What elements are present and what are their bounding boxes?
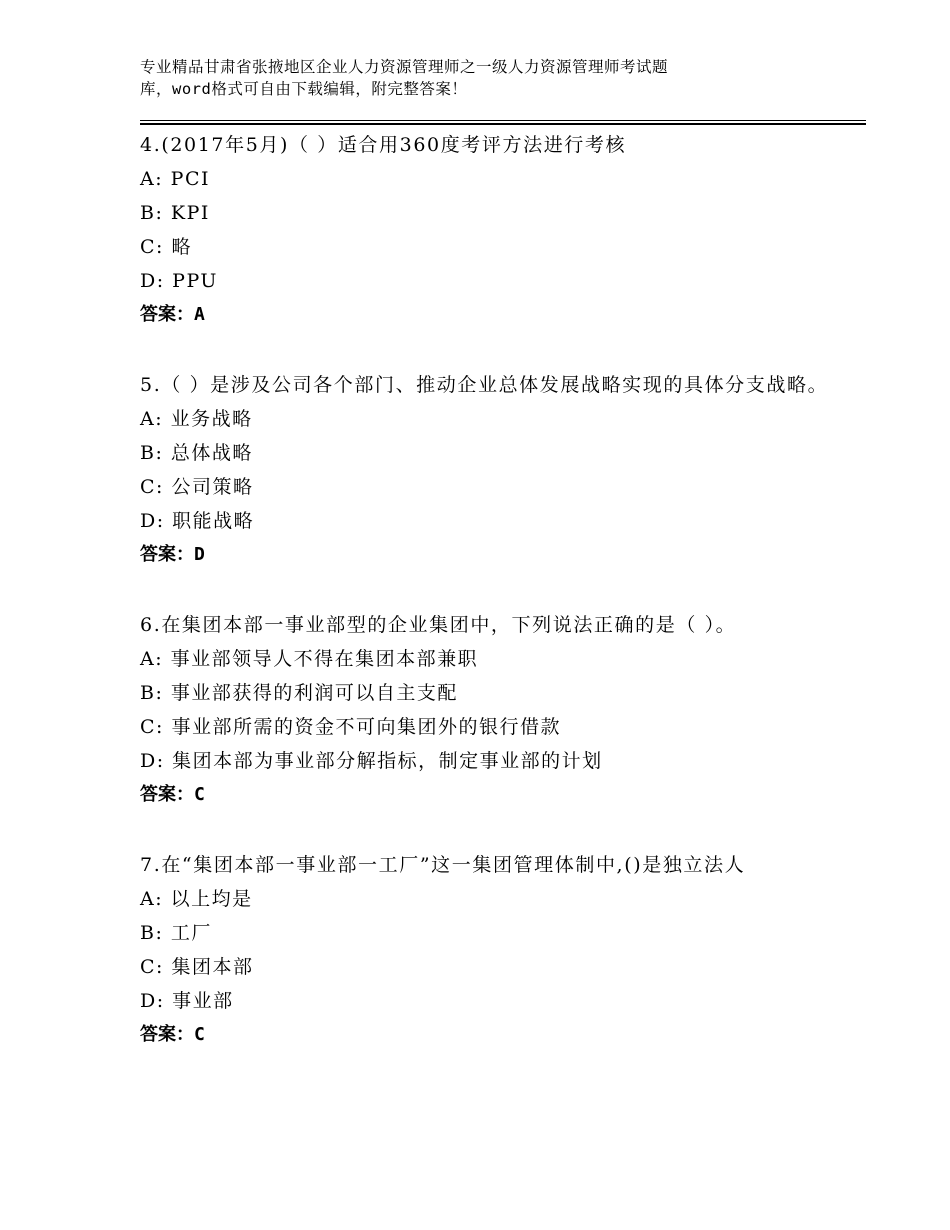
option-a: A: 业务战略: [140, 408, 253, 430]
option-c: C: 集团本部: [140, 956, 254, 978]
header-divider-thick: [140, 123, 866, 125]
option-b: B: 事业部获得的利润可以自主支配: [140, 682, 458, 704]
option-c: C: 略: [140, 236, 192, 258]
document-header: [140, 56, 820, 100]
option-b: B: 总体战略: [140, 442, 253, 464]
question-list: [140, 128, 830, 1088]
answer-label: 答案：A: [140, 304, 205, 325]
question-5: [140, 368, 830, 572]
answer-label: 答案：C: [140, 1024, 205, 1045]
option-b: B: KPI: [140, 202, 210, 224]
option-d: D: 事业部: [140, 990, 234, 1012]
answer-label: 答案：D: [140, 544, 205, 565]
question-stem: 7.在“集团本部一事业部一工厂”这一集团管理体制中,()是独立法人: [140, 854, 746, 876]
header-line-2: 库，word格式可自由下载编辑，附完整答案！: [140, 80, 468, 98]
option-c: C: 事业部所需的资金不可向集团外的银行借款: [140, 716, 561, 738]
header-divider-thin: [140, 120, 866, 121]
question-stem: 5.（ ）是涉及公司各个部门、推动企业总体发展战略实现的具体分支战略。: [140, 374, 829, 396]
option-d: D: PPU: [140, 270, 218, 292]
header-line-1: 专业精品甘肃省张掖地区企业人力资源管理师之一级人力资源管理师考试题: [140, 58, 669, 76]
answer-label: 答案：C: [140, 784, 205, 805]
question-6: [140, 608, 830, 812]
option-c: C: 公司策略: [140, 476, 254, 498]
option-a: A: PCI: [140, 168, 210, 190]
question-4: [140, 128, 830, 332]
question-7: [140, 848, 830, 1052]
option-b: B: 工厂: [140, 922, 212, 944]
option-a: A: 事业部领导人不得在集团本部兼职: [140, 648, 479, 670]
question-stem: 4.(2017年5月)（ ）适合用360度考评方法进行考核: [140, 134, 627, 156]
question-stem: 6.在集团本部一事业部型的企业集团中，下列说法正确的是（ ）。: [140, 614, 737, 636]
option-a: A: 以上均是: [140, 888, 253, 910]
option-d: D: 集团本部为事业部分解指标，制定事业部的计划: [140, 750, 603, 772]
option-d: D: 职能战略: [140, 510, 255, 532]
